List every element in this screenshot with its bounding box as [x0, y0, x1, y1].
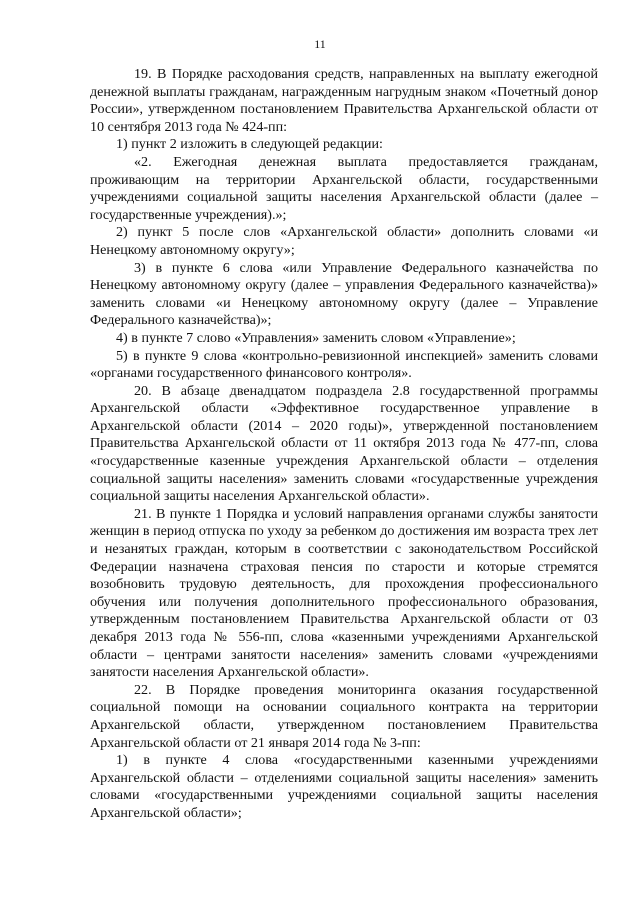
page-number: 11 [314, 37, 326, 51]
paragraph-19-item-4: 4) в пункте 7 слово «Управления» заменить словом «Управление»; [116, 329, 516, 346]
paragraph-22: 22. В Порядке проведения мониторинга оказания государственной социальной помощи на основании социального контракта на территории Архангельской области, утвержденном постановлением Правительства Архангельской области от 21 января 2014 года № 3-пп: [90, 681, 598, 751]
document-body [90, 66, 598, 823]
paragraph-19-item-5: 5) в пункте 9 слова «контрольно-ревизионной инспекцией» заменить словами «органами государственного финансового контроля». [90, 347, 598, 382]
paragraph-19: 19. В Порядке расходования средств, направленных на выплату ежегодной денежной выплаты гражданам, награжденным нагрудным знаком «Почетный донор России», утвержденном постановлением Правительства Архангельской области от 10 сентября 2013 года № 424-пп: [90, 66, 598, 135]
paragraph-19-item-1: 1) пункт 2 изложить в следующей редакции: [116, 136, 383, 153]
paragraph-21: 21. В пункте 1 Порядка и условий направления органами службы занятости женщин в период отпуска по уходу за ребенком до достижения им возраста трех лет и незанятых граждан, которым в соответствии с законодательством Российской Федерации назначена страховая пенсия по старости и которые стремятся возобновить трудовую деятельность, для прохождения профессионального обучения или получения дополнительного профессионального образования, утвержденным постановлением Правительства Архангельской области от 03 декабря 2013 года № 556-пп, слова «казенными учреждениями Архангельской области – центрами занятости населения» заменить словами «учреждениями занятости населения Архангельской области». [90, 505, 598, 681]
paragraph-19-item-3: 3) в пункте 6 слова «или Управление Федерального казначейства по Ненецкому автономному округу (далее – управления Федерального казначейства)» заменить словами «и Ненецкому автономному округу (далее – Управление Федерального казначейства)»; [90, 259, 598, 329]
paragraph-19-item-2: 2) пункт 5 после слов «Архангельской области» дополнить словами «и Ненецкому автономному округу»; [90, 224, 598, 258]
paragraph-22-item-1: 1) в пункте 4 слова «государственными казенными учреждениями Архангельской области – отделениями социальной защиты населения» заменить словами «государственными учреждениями социальной защиты населения Архангельской области»; [90, 752, 598, 821]
paragraph-19-item-1-quote: «2. Ежегодная денежная выплата предоставляется гражданам, проживающим на территории Архангельской области, государственными учреждениями социальной защиты населения Архангельской области (далее – государственные учреждения).»; [90, 153, 598, 223]
paragraph-20: 20. В абзаце двенадцатом подраздела 2.8 государственной программы Архангельской области «Эффективное государственное управление в Архангельской области (2014 – 2020 годы)», утвержденной постановлением Правительства Архангельской области от 11 октября 2013 года № 477-пп, слова «государственные казенные учреждения Архангельской области – отделения социальной защиты населения» заменить словами «государственные учреждения социальной защиты населения Архангельской области». [90, 382, 598, 505]
